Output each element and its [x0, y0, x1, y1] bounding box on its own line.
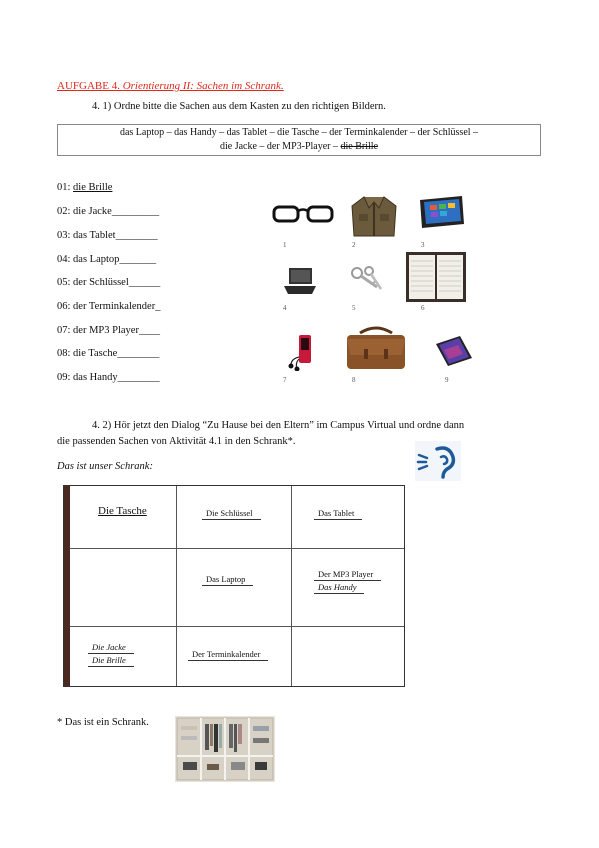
heading-title: Orientierung II: Sachen im Schrank.: [122, 80, 284, 92]
item-number: 09:: [57, 372, 74, 383]
item-blank[interactable]: ________: [117, 348, 160, 359]
cabinet-side-bar: [64, 486, 70, 686]
cabinet-cell-r2c2-text: Das Laptop: [202, 574, 253, 586]
item-number: 08:: [57, 348, 74, 359]
cabinet-cell-r1c2-text: Die Schlüssel: [202, 508, 261, 520]
item-number: 02:: [57, 206, 74, 217]
item-word: das Handy: [73, 372, 118, 383]
picture-number: 8: [352, 376, 356, 384]
list-item: [57, 372, 160, 383]
list-item: [57, 230, 158, 241]
item-blank[interactable]: _________: [111, 206, 160, 217]
cabinet-cell-r3c2-text: Der Terminkalender: [188, 649, 268, 661]
item-number: 07:: [57, 325, 74, 336]
word-box-line1: das Laptop – das Handy – das Tablet – die Tasche – der Terminkalender – der Schlüssel –: [119, 127, 479, 138]
cabinet-cell-r2c3-line2: Das Handy: [314, 582, 364, 594]
item-word: der Schlüssel: [73, 277, 129, 288]
item-number: 01:: [57, 182, 74, 193]
keys-icon: [347, 263, 383, 295]
cabinet-cell-r2c3-line1: Der MP3 Player: [314, 569, 381, 581]
mp3-player-icon: [285, 333, 319, 371]
cabinet-cell-r3c1-line2: Die Brille: [88, 655, 134, 667]
task1-instruction: 4. 1) Ordne bitte die Sachen aus dem Kasten zu den richtigen Bildern.: [92, 101, 386, 112]
cabinet-cell-r2c2[interactable]: [202, 574, 253, 586]
item-word: das Laptop: [73, 254, 120, 265]
cabinet-divider: [291, 486, 292, 686]
item-word: das Tablet: [73, 230, 116, 241]
phone-icon: [432, 334, 476, 368]
cabinet-cell-r3c1-line1: Die Jacke: [88, 642, 134, 654]
ear-icon: [415, 441, 461, 481]
item-word: der MP3 Player: [73, 325, 139, 336]
item-blank[interactable]: ________: [117, 372, 160, 383]
cabinet-table: [63, 485, 405, 687]
cabinet-shelf: [70, 626, 404, 627]
picture-number: 3: [421, 241, 425, 249]
item-word: die Brille: [73, 182, 113, 193]
cabinet-subtitle: Das ist unser Schrank:: [57, 461, 153, 472]
heading-prefix: AUFGABE 4.: [57, 80, 123, 92]
picture-number: 1: [283, 241, 287, 249]
footnote: * Das ist ein Schrank.: [57, 717, 149, 728]
list-item: [57, 301, 160, 312]
item-blank[interactable]: ______: [128, 277, 161, 288]
picture-number: 7: [283, 376, 287, 384]
list-item: [57, 254, 156, 265]
cabinet-cell-r1c3[interactable]: [314, 508, 362, 520]
word-box-line2-main: die Jacke – der MP3-Player –: [219, 141, 341, 152]
item-number: 03:: [57, 230, 74, 241]
cabinet-cell-r2c3[interactable]: [314, 569, 381, 594]
cabinet-cell-r1c3-text: Das Tablet: [314, 508, 362, 520]
item-number: 04:: [57, 254, 74, 265]
list-item: [57, 182, 112, 193]
item-number: 06:: [57, 301, 74, 312]
list-item: [57, 277, 160, 288]
picture-number: 6: [421, 304, 425, 312]
list-item: [57, 325, 160, 336]
item-blank[interactable]: _: [155, 301, 161, 312]
picture-number: 4: [283, 304, 287, 312]
item-word: die Jacke: [73, 206, 112, 217]
wardrobe-image: [175, 716, 275, 782]
task-heading: [57, 80, 284, 92]
item-blank[interactable]: _______: [119, 254, 157, 265]
tablet-icon: [416, 194, 466, 232]
cabinet-cell-r3c1[interactable]: [88, 642, 134, 667]
task2-instruction-line2: die passenden Sachen von Aktivität 4.1 in den Schrank*.: [57, 436, 296, 447]
list-item: [57, 206, 159, 217]
picture-number: 5: [352, 304, 356, 312]
glasses-icon: [272, 203, 334, 225]
jacket-icon: [350, 194, 398, 240]
task2-instruction-line1: 4. 2) Hör jetzt den Dialog “Zu Hause bei den Eltern” im Campus Virtual und ordne dann: [92, 420, 465, 431]
item-word: die Tasche: [73, 348, 118, 359]
item-blank[interactable]: ________: [115, 230, 158, 241]
word-box-struck-word: die Brille: [340, 141, 379, 152]
picture-number: 2: [352, 241, 356, 249]
cabinet-cell-r3c2[interactable]: [188, 649, 268, 661]
cabinet-divider: [176, 486, 177, 686]
laptop-icon: [282, 266, 318, 296]
item-number: 05:: [57, 277, 74, 288]
item-blank[interactable]: ____: [138, 325, 160, 336]
cabinet-cell-r1c1[interactable]: Die Tasche: [98, 505, 147, 517]
bag-icon: [344, 325, 408, 371]
cabinet-shelf: [70, 548, 404, 549]
word-box: [57, 124, 541, 156]
cabinet-cell-r1c2[interactable]: [202, 508, 261, 520]
list-item: [57, 348, 159, 359]
picture-number: 9: [445, 376, 449, 384]
item-word: der Terminkalender: [73, 301, 156, 312]
word-box-line2: [58, 140, 540, 154]
notebook-icon: [406, 252, 466, 302]
